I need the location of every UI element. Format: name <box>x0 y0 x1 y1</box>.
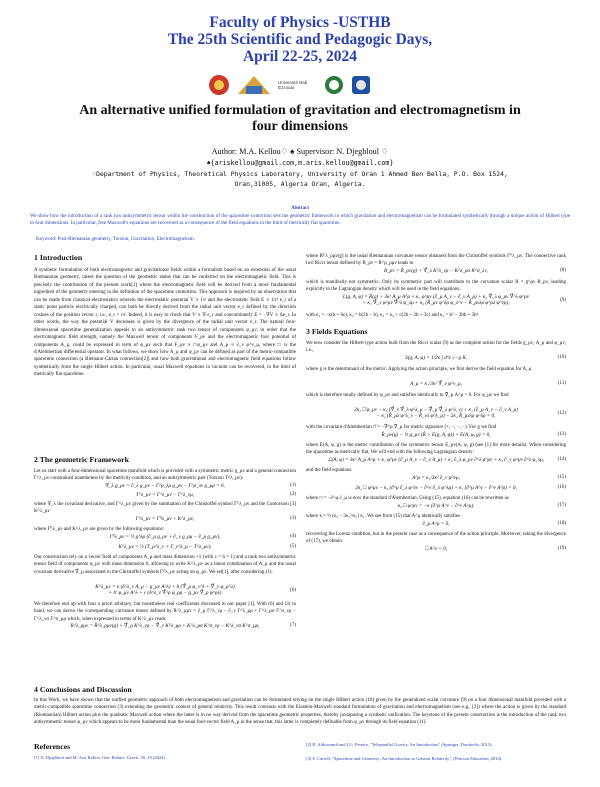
field-text-3: which is therefore totally defined by φ_μν and satisfies identically to ∇̊_μ A^μ = 0. For φ_μν we find <box>306 393 509 398</box>
geometric-text-1: Let us start with a four-dimensional spacetime manifold which is provided with a symmetric metric g_μν and a general connection Γ^λ_μν constrained nonetheless by the metricity condition, and an antisymmetric part (Torsion T^λ_μν): <box>34 469 296 482</box>
abstract-heading: Abstract <box>291 206 309 211</box>
equation-19: □ A^ν = 0, (19) <box>425 546 566 552</box>
geometric-text-2: where ∇_λ the covariant derivative, and Γ^λ_μν given by the summation of the Christoffel symbol Γ̊^λ_μν and the Contorsion [3] K^λ_μν <box>34 502 296 515</box>
conference-line-1: Faculty of Physics -USTHB <box>209 14 391 31</box>
introduction-text: A synthetic formulation of both electromagnetic and gravitational fields within a formalism based on an extension of the usual Riemannian geometry, raises the question of the geometric status that can be conferred on the electromagnetic field. This is precisely the contribution of the present work[1] where the electromagnetic field will be derived from a more fundamental ingredient of the geometry entering in the definition of the spacetime contortion. This approach is inspired by an observation that can be made from classical electrostatics wherein the electrostatic potential V ∝ 1/r and the electrostatic field E ∝ 1/r² e_r of a static point particle electrically charged, can both be directly derived from the radial unit vector e_r defined by the direction cosines of the position vector r, i.e., e_r = r/r. Indeed, it is easy to check that V ∝ ∇·e_r and concomitantly E = −∇V ∝ Δe_r. In other words, the way the potential V decreases is given by the divergence of the radial unit vector e_r. The natural four-dimensional spacetime generalization appeals to an antisymmetric rank two tensor of components φ_μν, in order that the electromagnetic field strength, namely the Maxwell tensor of components F_μν and the electromagnetic four potential of components A_μ, could be expressed in term of φ_μν such that F_μν ∝ □φ_μν and A_μ ∝ ∂_ν φ^ν_μ, where □ is the d'Alembertian differential operator. In what follows, we show how A_μ and φ_μν can be defined as part of the metric-compatible spacetime connection (a Riemann-Cartan connection[2]) and how both gravitational and electromagnetic field equations follow synthetically from the single Hilbert action. In particular, usual Maxwell equations in vacuum can be recovered, in the limit of metrically flat spacetime. <box>34 268 296 378</box>
geometric-text-4: Our construction rely on a vector field of components A_μ and mass dimension +1 (with c = h = 1) and a rank two antisymmetric tensor field of components φ_μν with mass dimension 0, allowing to write K^λ_μν as a linear combination of A_μ and the usual covariant derivative ∇̊_μ associated to the Christoffel symbols Γ̊^λ_μν acting on φ_μν. We set[1], after considering (1): <box>34 555 296 575</box>
field-text-8: where κ = ½ (κ₃ − 3κ₁²/κ₁) κ₁. We see from (15) that A^μ identically satisfies <box>306 514 460 519</box>
field-text-1: We now consider the Hilbert type action built from the Ricci scalar (9) as the complete action for the fields g_μν, A_μ and φ_μν, i.e., <box>306 341 566 354</box>
equation-5: K^λ_μν = ½ (T_μ^λ_ν + T_ν^λ_μ − T^λ_μν). (5) <box>118 544 296 550</box>
author-emails: ♠{ariskellou@gmail.com,m.aris.kellou@gmail.com} <box>206 159 394 167</box>
right-column <box>306 253 566 556</box>
field-text-6: and the field equations <box>306 468 352 473</box>
equation-9: L(g, A, φ) = R̊(g) + 3κ² A_μ A^μ + κ₁ φ^μν (∂_μ A_ν − ∂_ν A_μ) + κ₂ ∇̊_λ φ_μν ∇̊^λ φ^μν + κ₃ ∇̊_ν φ^μν ∇̊^λ φ_λμ + κ₄ (R̊_μν φ^λμ φ_λ^ν − R̊_μνλρ φ^μλ φ^νρ), (9) <box>342 294 566 306</box>
equation-4: Γ̊^λ_μν = ½ g^λρ (∂_μ g_ρν + ∂_ν g_ρμ − ∂_ρ g_μν), (4) <box>109 534 296 540</box>
logo-strip <box>208 72 393 98</box>
equation-6: K^λ_μν = κ (δ^λ_ν A_μ − g_μν A^λ) + b (∇̊_μ φ_ν^λ + ∇̊_ν φ_μ^λ) + b′ φ_μν A^λ + c (δ^λ_ν ∇̊^ρ φ_ρμ − g_μν ∇̊_ρ φ^ρλ) (6) <box>95 584 296 596</box>
section-heading-field-equations: 3 Fields Equations <box>306 327 368 336</box>
right-text-1: where R̊^λ_ρμν(g) is the usual Riemannian curvature tensor obtained from the Christoffel symbols Γ̊^λ_μν. The connective rank two Ricci tensor defined by R_ρν = R^μ_ρμν leads to <box>306 254 566 267</box>
seal-logo-icon <box>324 75 344 95</box>
equation-12: 2κ₂ □̊ φ_μν − κ₃ (∇̊_ν ∇̊_λ φ^λ_μ − ∇̊_μ ∇̊_λ φ^λ_ν) + κ₁ (∂_μ A_ν − ∂_ν A_μ) − κ₄ (R̊_μλ φ^λ_ν − R̊_νλ φ^λ_μ) − 2κ₄ R̊_μνλρ φ^λρ = 0, (12) <box>354 407 566 419</box>
equation-15: A^μ = κ₁/3κ² ∂_ν φ^νμ, (15) <box>412 475 566 481</box>
section-heading-conclusion: 4 Conclusions and Discussion <box>34 685 132 694</box>
equation-13: R̊_μν(g) − ½ g_μν (R̊ + E(g, A, φ)) + E(A, φ, g) = 0, (13) <box>381 432 566 438</box>
equation-2: T^λ_μν = Γ^λ_μν − Γ^λ_νμ, (2) <box>135 492 296 498</box>
equation-8: R_ρν = R̊_ρν(g) + ∇̊_λ K^λ_νρ − K^λ_ρσ K^σ_λν, (8) <box>384 268 566 274</box>
left-column <box>34 253 296 632</box>
conclusion-text: In this Work, we have shown that the unified geometric approach of both electromagnetism and gravitation can be formulated relying on the single Hilbert action (10) given by the generalized scalar curvature (9) on a four dimensional manifold provided with a metric-compatible spacetime connection (3) extending the geometric context of general relativity. This result contrasts with the Einstein-Maxwell standard formulation of gravitation and electromagnetism (see e.g., [3]) where the action is given by the standard (Riemannian) Hilbert action plus the quadratic Maxwell action where the latter is in no way derived from the spacetime geometric properties, thereby juxtaposing a synthetic unification. The keystone of the present construction is the introduction of the rank two antisymmetric tensor φ_μν which appears to be more fundamental than the usual four-vector field A_μ in the sense that, this latter is completely definable from φ_μν through its field equation (11). <box>34 698 566 726</box>
abstract-text: We show how the introduction of a rank two antisymmetric tensor within the construction of the spacetime contortion sets the geometric framework in which gravitation and electromagnetism can be formulated synthetically through a unique action of Hilbert type in four dimensions. In particular, free Maxwell's equations are recovered as a consequence of the field equations in the limit of metrically flat spacetime. <box>30 213 570 227</box>
affiliation-line-2: Oran,31005, Algeria Oran, Algeria. <box>234 180 366 188</box>
field-text-9: recovering the Lorenz condition, but in the present case as a consequence of the action principle. Moreover, taking the divergence of (17), we obtain <box>306 532 566 545</box>
section-heading-introduction: 1 Introduction <box>34 253 83 262</box>
university-logo-icon <box>236 74 272 96</box>
equation-7: R^λ_ρμν = R̊^λ_ρμν(g) + ∇̊_μ K^λ_νρ − ∇̊_ν K^λ_μρ + K^λ_μσ K^σ_νρ − K^λ_νσ K^σ_μρ, (7) <box>70 623 296 629</box>
equation-1: ∇_λ g_μν = ∂_λ g_μν − Γ^ρ_λμ g_ρν − Γ^ρ_λν g_μρ = 0, (1) <box>105 483 296 489</box>
reference-3: [3] S. Carroll, "Spacetime and Geometry: An Introduction to General Relativity", (Pearson Education, 2014). <box>306 756 503 761</box>
field-text-2: where g is the determinant of the metric. Applying the action principle, we first derive the field equation for A_μ <box>306 367 532 372</box>
equation-3: Γ^λ_μν = Γ̊^λ_μν + K^λ_μν, (3) <box>135 516 296 522</box>
right-text-3: with κ₁ = −κ(b + 6c), κ₂ = b(2b − b), κ₃ = κ₄ + c(2b + 2b + 3c) and κ₄ = b² − 2bb + 3b². <box>306 313 480 318</box>
emblem-logo-icon <box>350 74 372 96</box>
equation-17: κ₂ □ φ^μν = −κ (∂^μ A^ν − ∂^ν A^μ), (17) <box>397 503 566 509</box>
conference-line-2: The 25th Scientific and Pedagogic Days, <box>167 31 433 48</box>
reference-1: [1] N. Djeghloul and M. Aris Kellou, Gen. Relativ. Gravit. 56, 19 (2024). <box>34 755 166 760</box>
logo-text: Université Bab Ezzouar <box>278 80 308 90</box>
affiliation-line-1: ♢Department of Physics, Theoretical Physics Laboratory, University of Oran 1 Ahmed Ben Bella, P.O. Box 1524, <box>92 170 508 178</box>
conference-line-3: April 22-25, 2024 <box>242 48 358 65</box>
authors: Author: M.A. Kellou♢ ♠ Supervisor: N. Djeghloul ♢ <box>211 147 389 156</box>
geometric-text-3: where Γ̊^λ_μν and K^λ_μν are given by the following equations: <box>34 527 164 532</box>
equation-10: S(g, A, φ) = 1/2κ ∫ d⁴x √−g R, (10) <box>405 355 566 361</box>
physics-logo-icon <box>208 74 230 96</box>
field-text-5: where E(A, φ, g) is the metric contribution of the symmetric tensor E_μν(A, φ, g) (see [1] for more details). When considering the spacetime as metrically flat, We will end with the following Lagrangian density: <box>306 443 566 456</box>
geometric-text-5: We therefore end up with four a priori arbitrary, but nonetheless real coefficients discussed in our paper [1]. With (6) and (3) in hand, we can derive the corresponding curvature tensor defined by R^λ_ρμν = ∂_μ Γ^λ_νρ − ∂_ν Γ^λ_μρ + Γ^λ_μσ Γ^σ_νρ − Γ^λ_νσ Γ^σ_μρ which, when expressed in terms of K^λ_μν reads <box>34 602 296 622</box>
reference-2: [2] R. Aldrovandi and J.G. Pereira, "Teleparallel Gravity. An Introduction" (Springer, Dordrecht, 2013). <box>306 742 493 747</box>
field-text-4: with the covariant d'Alembertian □̊ = −∇̊^μ ∇̊_μ for metric signature (+, −, −, −). For g we find <box>306 425 497 430</box>
right-text-2: which is manifestly not symmetric. Only its symmetric part will contribute to the curvature scalar R = g^ρν R_ρν, leading explicitly to the Lagrangian density which will be used in the field equations. <box>306 280 566 293</box>
paper-title: An alternative unified formulation of gravitation and electromagnetism in four dimensions <box>79 103 521 134</box>
equation-14: ℒ(A, φ) = 3κ² A_μ A^μ + κ₁ φ^μν (∂_μ A_ν − ∂_ν A_μ) + κ₂ ∂_λ φ_μν ∂^λ φ^μν + κ₃ ∂_ν φ^μν ∂^λ φ_λμ, (14) <box>327 457 566 463</box>
equation-11: A_μ = κ₁/3κ² ∇̊_ν φ^ν_μ, (11) <box>410 381 566 387</box>
field-text-7: where □ = −∂^μ ∂_μ is now the standard d'Alembertian. Using (15), equation (16) can be rewritten as <box>306 496 509 501</box>
keywords: Keyword: Post-Riemanian geometry, Torsion, Gravitation, Electromagnetism. <box>36 236 195 242</box>
equation-18: ∂_μ A^μ = 0, (18) <box>422 521 566 527</box>
section-heading-geometric-framework: 2 The geometric Framework <box>34 455 129 464</box>
equation-16: 2κ₂ □ φ^μν − κ₃ (∂^μ ∂_λ φ^λν − ∂^ν ∂_λ φ^λμ) + κ₁ (∂^μ A^ν − ∂^ν A^μ) = 0, (16) <box>355 485 566 491</box>
section-heading-references: References <box>34 742 71 751</box>
